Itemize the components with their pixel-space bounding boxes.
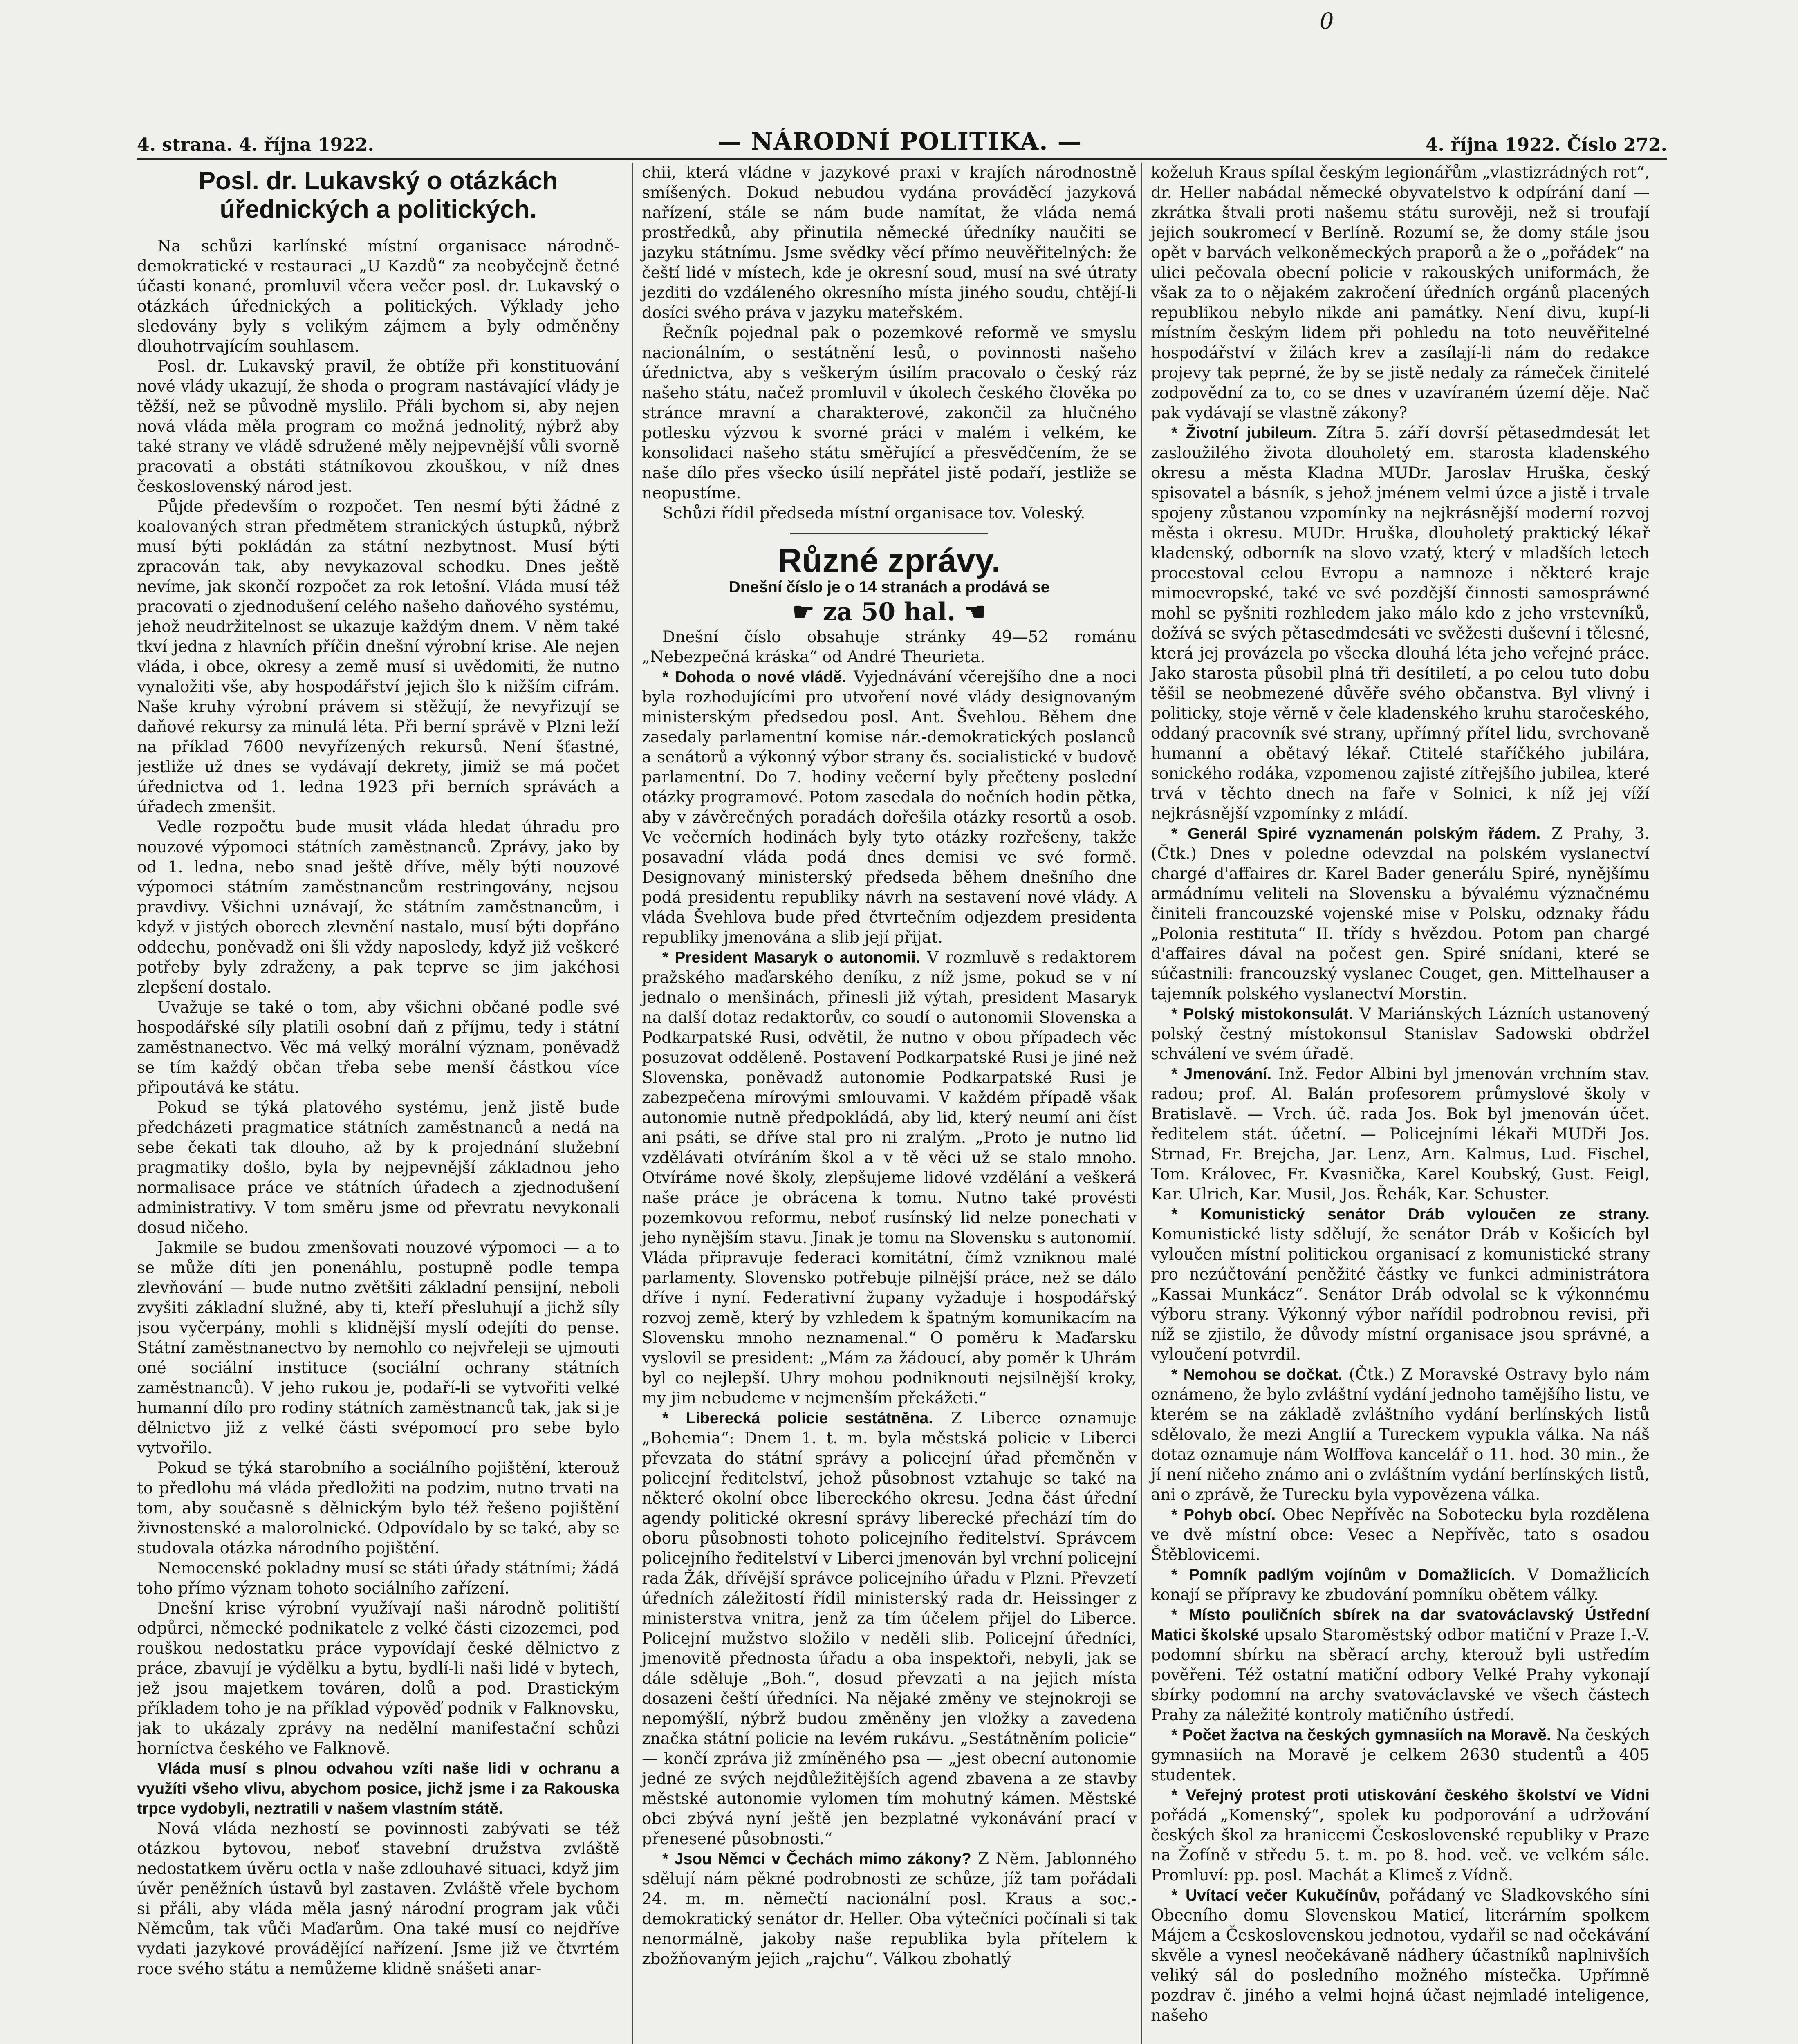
paragraph: Uvažuje se také o tom, aby všichni občané podle své hospodářské síly platili osobní daň z příjmu, tedy i státní zaměstnanectvo. Věc má velký morální význam, poněvadž se tím každý občan třeba sebe menší částkou více připoutává ke státu.: [137, 998, 619, 1097]
margin-mark: 0: [1320, 8, 1334, 34]
paragraph: Posl. dr. Lukavský pravil, že obtíže při konstituování nové vlády ukazují, že shoda o program nastávající vlády je těžší, než se původně myslilo. Přáli bychom si, aby nejen nová vláda měla program co možná jednolitý, nýbrž aby také strany ve vládě sdružené měly nejpevnější vůli svorně pracovati a obstáti státníkovou zkouškou, v níž dnes československý národ jest.: [137, 357, 619, 496]
item-heading: * Počet žactva na českých gymnasiích na Moravě.: [1171, 1726, 1551, 1744]
paragraph: Řečník pojednal pak o pozemkové reformě ve smyslu nacionálním, o sestátnění lesů, o povinnosti našeho úřednictva, aby s veškerým úsilím pracovalo o český ráz našeho státu, načež promluvil v úkolech českého člověka po stránce mravní a charakterové, zakončil za hlučného potlesku výzvou k svorné práci v malém i velkém, ke konsolidaci našeho státu směřující a přesvědčením, že se naše dílo přes všecko úsilí nepřátel jistě podaří, jestliže se neopustíme.: [642, 324, 1137, 502]
paragraph: Nemocenské pokladny musí se státi úřady státními; žádá toho přímo význam tohoto sociálního zařízení.: [137, 1559, 619, 1598]
item-heading: * Místo pouličních sbírek na dar svatováclavský Ústřední Matici školské: [1151, 1606, 1650, 1644]
paragraph: koželuh Kraus spílal českým legionářům „vlastizrádných rot“, dr. Heller nabádal německé obyvatelstvo k odpírání daní — zkrátka štvali proti našemu státu surověji, než si troufají jejich soukromecí v Berlíně. Rozumí se, že domy stále jsou opět v barvách velkoněmeckých praporů a že o „pořádek“ na ulici pečovala obecní policie v rakouských uniformách, že však za to o nějakém zakročení úředních orgánů placených republikou nebylo nikde ani památky. Není divu, kupí-li místním českým lidem při pohledu na toto neuvěřitelné hospodářství v žilách krev a zasílají-li nám do redakce projevy tak peprné, že by se jistě nedaly za rámeček činitelé zodpovědní za to, co se dnes v uzavíraném území děje. Nač pak vydávají se vlastně zákony?: [1151, 164, 1650, 422]
item-heading: * Polský mistokonsulát.: [1171, 1005, 1353, 1023]
item-text: upsalo Staroměstský odbor matiční v Praze I.-V. podomní sbírku na sběrací archy, kterouž byli ustředím pověřeni. Též ostatní matiční odbory Velké Prahy vykonají sbírky podomní na archy svatováclavské ve všech částech Prahy za náležité kontroly matičního ústředí.: [1151, 1626, 1650, 1724]
item-heading: * Jsou Němci v Čechách mimo zákony?: [662, 1850, 971, 1868]
item-text: Z Liberce oznamuje „Bohemia“: Dnem 1. t. m. byla městská policie v Liberci převzata do státní správy a policejní úřad přeměněn v policejní ředitelství, jehož působnost vztahuje se také na některé okolní obce libereckého okresu. Jedna část úřední agendy politické okresní správy liberecké přechází tím do oboru působnosti tohoto policejního ředitelství. Správcem policejního ředitelství v Liberci jmenován byl vrchní policejní rada Žák, dřívější správce policejního úřadu v Plzni. Převzetí úředních záležitostí řídil ministerský rada dr. Heissinger z ministerstva vnitra, jenž za tím účelem přijel do Liberce. Policejní mužstvo složilo v neděli slib. Policejní úředníci, jmenovitě přednosta úřadu a oba inspektoři, nebyli, jak se dále sděluje „Boh.“, dosud převzati a na jejich místa dosazeni čeští úředníci. Na nějaké změny ve stejnokroji se nepomýšlí, nýbrž budou změněny jen vložky a zavedena značka státní policie na levém rukávu. „Sestátněním policie“ — končí zpráva již zmíněného psa — „jest obecní autonomie jedné ze svých nejdůležitějších agend zbavena a ze stavby městské autonomie vylomen tím mohutný kámen. Městské obci zbývá nyní ještě jen bezplatné vykonávání prací v přenesené působnosti.“: [642, 1409, 1137, 1848]
page-header: [137, 123, 1667, 160]
item-heading: * Liberecká policie sestátněna.: [662, 1410, 933, 1427]
item-text: Vyjednávání včerejšího dne a noci byla rozhodujícími pro utvoření nové vlády designovaným ministerským předsedou posl. Ant. Švehlou. Během dne zasedaly parlamentní komise nár.-demokratických poslanců a senátorů a výkonný výbor strany čs. socialistické v budově parlamentní. Do 7. hodiny večerní byly přečteny poslední otázky programové. Potom zasedala do nočních hodin pětka, aby v závěrečných poradách dořešila otázky resortů a osob. Ve večerních hodinách byly tyto otázky rozřešeny, takže posavadní vláda podá dnes demisi ve své formě. Designovaný ministerský předseda během dnešního dne podá presidentu republiky návrh na sestavení nové vlády. A vláda Švehlova bude před čtvrtečním odjezdem presidenta republiky jmenována a slib její přijat.: [642, 668, 1137, 947]
item-text: Z Prahy, 3. (Čtk.) Dnes v poledne odevzdal na polském vyslanectví chargé d'affaires dr. Karel Bader generálu Spiré, nynějšímu armádnímu veliteli na Slovensku a bývalému význačnému činiteli francouzské vojenské mise v Polsku, odznaky řádu „Polonia restituta“ II. třídy s hvězdou. Potom pan chargé d'affaires dával na počest gen. Spiré snídani, které se súčastnili: francouzský vyslanec Couget, gen. Mittelhauser a tajemník polského vyslanectví Morstin.: [1151, 825, 1650, 1003]
item-heading: * President Masaryk o autonomii.: [662, 949, 920, 966]
paragraph: Pokud se týká starobního a sociálního pojištění, kterouž to předlohu má vláda předložiti na podzim, nutno trvati na tom, aby současně s dělnickým bylo též řešeno pojištění živnostenské a malorolnické. Odpovídalo by se také, aby se studovala otázka národního pojištění.: [137, 1459, 619, 1558]
item-text: V Domažlicích konají se přípravy ke zbudování pomníku obětem války.: [1151, 1566, 1650, 1604]
paragraph: Půjde především o rozpočet. Ten nesmí býti žádné z koalovaných stran předmětem stranických ústupků, nýbrž musí býti pokládán za státní nezbytnost. Musí býti zpracován tak, aby nevykazoval schodku. Dnes ještě nevíme, jak skončí rozpočet za rok letošní. Vláda musí též pracovati o zjednodušení celého našeho daňového systému, jehož neudržitelnost se ukazuje každým dnem. V něm také tkví jedna z hlavních příčin dnešní výrobní krise. Ale nejen vláda, i obce, okresy a země musí si uvědomiti, že nutno vynaložiti vše, aby hospodářství jejich šlo k nižším cifrám. Naše kruhy výrobní právem si stěžují, že nevyřizují se daňové rekursy za minulá léta. Při berní správě v Plzni leží na příklad 7600 nevyřízených rekursů. Není šťastné, jestliže už dnes se vydávají dekrety, jimiž se má počet úřednictva od 1. ledna 1923 při berních správách a úřadech zmenšit.: [137, 498, 619, 816]
paragraph-bold: Vláda musí s plnou odvahou vzíti naše lidi v ochranu a využíti všeho vlivu, abychom posice, jichž jsme i za Rakouska trpce vydobyli, neztratili v našem vlastním státě.: [137, 1760, 619, 1818]
item-heading: * Generál Spiré vyznamenán polským řádem.: [1171, 825, 1541, 843]
paragraph: Na schůzi karlínské místní organisace národně-demokratické v restauraci „U Kazdů“ za neobyčejně četné účasti konané, promluvil včera večer posl. dr. Lukavský o otázkách úřednických a politických. Výklady jeho sledovány byly s velikým zájmem a byly odměněny dlouhotrvajícím souhlasem.: [137, 237, 619, 356]
column-1: [137, 163, 619, 2044]
item-heading: * Komunistický senátor Dráb vyloučen ze strany.: [1171, 1206, 1650, 1223]
item-text: Zítra 5. září dovrší pětasedmdesát let zasloužilého života dlouholetý em. starosta kladenského okresu a města Kladna MUDr. Jaroslav Hruška, český spisovatel a básník, s jehož jménem velmi úzce a jistě i trvale spojeny zůstanou vzpomínky na nejkrásnější moderní rozvoj města i okresu. MUDr. Hruška, dlouholetý praktický lékař kladenský, odborník na slovo vzatý, který v mladších letech procestoval celou Evropu a namnoze i některé kraje mimoevropské, také ve své pozdější činnosti samospráwné mohl se pyšniti rozhledem jako málo kdo z jeho vrstevníků, dožívá se svých pětasedmdesáti ve svěžesti duševní i tělesné, která jej provázela po všecka dlouhá léta jeho veřejné práce. Jako starosta působil plná tři desítiletí, a po celou tuto dobu těšil se neobmezené důvěře svého občanstva. Byl vlivný i politicky, stoje věrně v čele kladenského kruhu staročeského, oddaný pracovník své strany, upřímný přítel lidu, svrchovaně humanní a obětavý lékař. Ctitelé staříčkého jubilára, sonického rodáka, vzpomenou zajisté zítřejšího jubilea, které trvá v těchto dnech na faře v Solnici, k níž jej víží nejkrásnější vzpomínky z mládí.: [1151, 424, 1650, 823]
article-title: Posl. dr. Lukavský o otázkách úřednických a politických.: [198, 167, 558, 224]
item-text: Obec Nepřívěc na Sobotecku byla rozdělena ve dvě místní obce: Vesec a Nepřívěc, tato s osadou Štěblovicemi.: [1151, 1506, 1650, 1564]
item-heading: * Životní jubileum.: [1171, 424, 1317, 442]
paragraph: Jakmile se budou zmenšovati nouzové výpomoci — a to se může díti jen ponenáhlu, postupně podle tempa zlevňování — bude nutno zvětšiti základní pensijní, neboli zvyšiti základní služné, aby ti, kteří přesluhují a jichž síly jsou vyčerpány, mohli s klidnější myslí odejíti do pense. Státní zaměstnanectvo by nemohlo co nejvřeleji se ujmouti oné sociální instituce (sociální ochrany státních zaměstnanců). V jeho rukou je, podaří-li se vytvořiti velké humanní dílo pro rodiny státních zaměstnanců tak, jak si je dělnictvo již z velké části svépomocí pro sebe bylo vytvořilo.: [137, 1239, 619, 1457]
item-text: (Čtk.) Z Moravské Ostravy bylo nám oznámeno, že bylo zvláštní vydání jednoho tamějšího listu, ve kterém se na základě zvláštního vydání berlínských listů sdělovalo, že mezi Anglií a Tureckem vypukla válka. Na náš dotaz oznamuje nám Wolffova kancelář o 11. hod. 30 min., že jí není ničeho známo ani o zvláštním vydání berlínských listů, ani o zprávě, že Turecku byla vypovězena válka.: [1151, 1365, 1650, 1504]
paragraph: Nová vláda nezhostí se povinnosti zabývati se též otázkou bytovou, neboť stavební družstva zvláště nedostatkem úvěru octla v naše zdlouhavé situaci, když jim úvěr peněžních ústavů byl zastaven. Zvláště vřele bychom si přáli, aby vláda měla jasný národní program jak vůči Němcům, tak vůči Maďarům. Ona také musí co nejdříve vydati jazykové provádějící nařízení. Jsme již ve čtvrtém roce svého státu a nemůžeme klidně snášeti anar-: [137, 1820, 619, 1978]
item-text: pořádá „Komenský“, spolek ku podporování a udržování českých škol za hranicemi Československé republiky v Praze na Žofíně v středu 5. t. m. po 8. hod. več. ve velkém sále. Promluví: pp. posl. Machát a Klimeš z Vídně.: [1151, 1806, 1650, 1885]
price-notice: ☛ za 50 hal. ☚: [792, 598, 986, 626]
masthead: — NÁRODNÍ POLITIKA. —: [717, 128, 1082, 155]
paragraph: Pokud se týká platového systému, jenž jistě bude předcházeti pragmatice státních zaměstnanců a nedá na sebe čekati tak dlouho, až by k projednání služební pragmatiky došlo, byla by nejpevnější základnou jeho normalisace práce ve státních úřadech a zjednodušení administrativy. V tom směru jsme od převratu nevykonali dosud ničeho.: [137, 1098, 619, 1237]
paragraph: chii, která vládne v jazykové praxi v krajích národnostně smíšených. Dokud nebudou vydána prováděcí jazyková nařízení, stále se nám bude namítat, že vláda nemá prostředků, aby přinutila německé úředníky naučiti se jazyku státnímu. Jsme svědky věcí přímo neuvěřitelných: že čeští lidé v místech, kde je okresní soud, musí na své útraty jezditi do vzdáleného okresního místa jiného soudu, chtějí-li dosíci svého práva v jazyku mateřském.: [642, 164, 1137, 322]
item-heading: * Dohoda o nové vládě.: [662, 668, 847, 686]
paragraph: Vedle rozpočtu bude musit vláda hledat úhradu pro nouzové výpomoci státních zaměstnanců. Zprávy, jako by od 1. ledna, nebo snad ještě dříve, měly býti nouzové výpomoci státním zaměstnancům restringovány, nejsou pravdivy. Všichni uznávají, že státním zaměstnancům, i když v jistých oborech zlevnění nastalo, musí býti dopřáno oddechu, poněvadž oni šli vždy naposledy, když již veškeré potřeby byly zdraženy, a pak teprve se jim jakéhosi zlepšení dostalo.: [137, 818, 619, 997]
item-text: Komunistické listy sdělují, že senátor Dráb v Košicích byl vyloučen místní politickou organisací z komunistické strany pro nezúčtování peněžité částky ve funkci administrátora „Kassai Munkácz“. Senátor Dráb odvolal se k výkonnému výboru strany. Výkonný výbor nařídil podrobnou revisi, při níž se zjistilo, že důvody místní organisace jsou správné, a vyloučení potvrdil.: [1151, 1225, 1650, 1364]
divider: [790, 533, 988, 534]
item-text: Inž. Fedor Albini byl jmenován vrchním stav. radou; prof. Al. Balán profesorem průmyslové školy v Bratislavě. — Vrch. úč. rada Jos. Bok byl jmenován účet. ředitelem stát. účetní. — Policejními lékaři MUDři Jos. Strnad, Fr. Brejcha, Jar. Lenz, Arn. Kalmus, Lud. Fischel, Tom. Královec, Fr. Kvasnička, Karel Koubský, Gust. Feigl, Kar. Ulrich, Kar. Musil, Jos. Řehák, Kar. Schuster.: [1151, 1065, 1650, 1204]
item-heading: * Jmenování.: [1171, 1065, 1272, 1083]
section-title: Různé zprávy.: [778, 542, 1001, 579]
header-right: 4. října 1922. Číslo 272.: [1425, 134, 1667, 155]
item-heading: * Pohyb obcí.: [1171, 1506, 1276, 1524]
paragraph: Dnešní krise výrobní využívají naši národně politiští odpůrci, německé podnikatele z velké části cizozemci, pod rouškou nedostatku práce vypovídají české dělnictvo z práce, zbavují je výdělku a bytu, bydlí-li naši lidé v bytech, jež jsou majetkem továren, dolů a pod. Drastickým příkladem toho je na příklad výpověď podnik v Falknovsku, jak to ukázaly zprávy na nedělní manifestační schůzi horníctva českého ve Falknově.: [137, 1599, 619, 1758]
issue-notice: Dnešní číslo je o 14 stranách a prodává se: [729, 578, 1050, 596]
item-text: V Mariánských Lázních ustanovený polský čestný místokonsul Stanislav Sadowski obdržel schválení ve svém úřadě.: [1151, 1005, 1650, 1063]
header-left: 4. strana. 4. října 1922.: [137, 134, 374, 155]
paragraph: Dnešní číslo obsahuje stránky 49—52 románu „Nebezpečná kráska“ od André Theurieta.: [642, 628, 1137, 666]
item-heading: * Uvítací večer Kukučínův,: [1171, 1887, 1381, 1904]
item-text: pořádaný ve Sladkovského síni Obecního domu Slovenskou Maticí, literárním spolkem Májem a Československou jednotou, vydařil se nad očekávání skvěle a vynesl neočekávaně nádhery účastníků naplnivších veliký sál do posledního možného místečka. Upřímně pozdrav č. jiného a velmi hojná účast nejmladé inteligence, našeho: [1151, 1886, 1650, 2025]
item-heading: * Pomník padlým vojínům v Domažlicích.: [1171, 1566, 1516, 1584]
item-heading: * Nemohou se dočkat.: [1171, 1366, 1343, 1383]
item-text: Z Něm. Jablonného sdělují nám pěkné podrobnosti ze schůze, jíž tam pořádali 24. m. m. němečtí nacionální posl. Kraus a soc.-demokratický senátor dr. Heller. Oba výtečníci počínali si tak nenormálně, jakoby naše republika byla přítelem k zbožňovaným jejich „rajchu“. Válkou zbohatlý: [642, 1850, 1137, 1968]
item-text: V rozmluvě s redaktorem pražského maďarského deníku, z níž jsme, pokud se v ní jednalo o menšinách, přinesli již výtah, president Masaryk na další dotaz redaktorův, co soudí o autonomii Slovenska a Podkarpatské Rusi, odvětil, že nutno v obou případech věc posuzovat odděleně. Postavení Podkarpatské Rusi je jiné než Slovenska, poněvadž autonomie Podkarpatské Rusi je zabezpečena mírovými smlouvami. V každém případě však autonomie nutně předpokládá, aby lid, který neumí ani číst ani psáti, se dříve stal pro ni zralým. „Proto je nutno lid vzdělávati otvíráním škol a v tě věci už se stalo mnoho. Otvíráme nové školy, zlepšujeme lidové vzdělání a veškerá naše práce je obrácena k tomu. Nutno také provésti pozemkovou reformu, neboť rusínský lid nelze ponechati v jeho nynějším stavu. Jinak je tomu na Slovensku s autonomií. Vláda připravuje federaci komitátní, čímž vzniknou malé parlamenty. Slovensko potřebuje pilnější práce, než se dálo dříve i nyní. Federativní župany vyžaduje i hospodářský rozvoj země, který by vzhledem k špatným komunikacím na Slovensku mnoho neznamenal.“ O poměru k Maďarsku vyslovil se president: „Mám za žádoucí, aby poměr k Uhrám byl co nejlepší. Uhry mohou podniknouti nejsilnější kroky, my jim nebudeme v nejmenším překážeti.“: [642, 948, 1137, 1407]
column-2: [632, 163, 1137, 2044]
item-text: Na českých gymnasiích na Moravě je celkem 2630 studentů a 405 studentek.: [1151, 1726, 1650, 1784]
column-3: [1141, 163, 1650, 2044]
item-heading: * Veřejný protest proti utiskování českého školství ve Vídni: [1171, 1786, 1650, 1804]
paragraph: Schůzi řídil předseda místní organisace tov. Voleský.: [662, 504, 1085, 522]
